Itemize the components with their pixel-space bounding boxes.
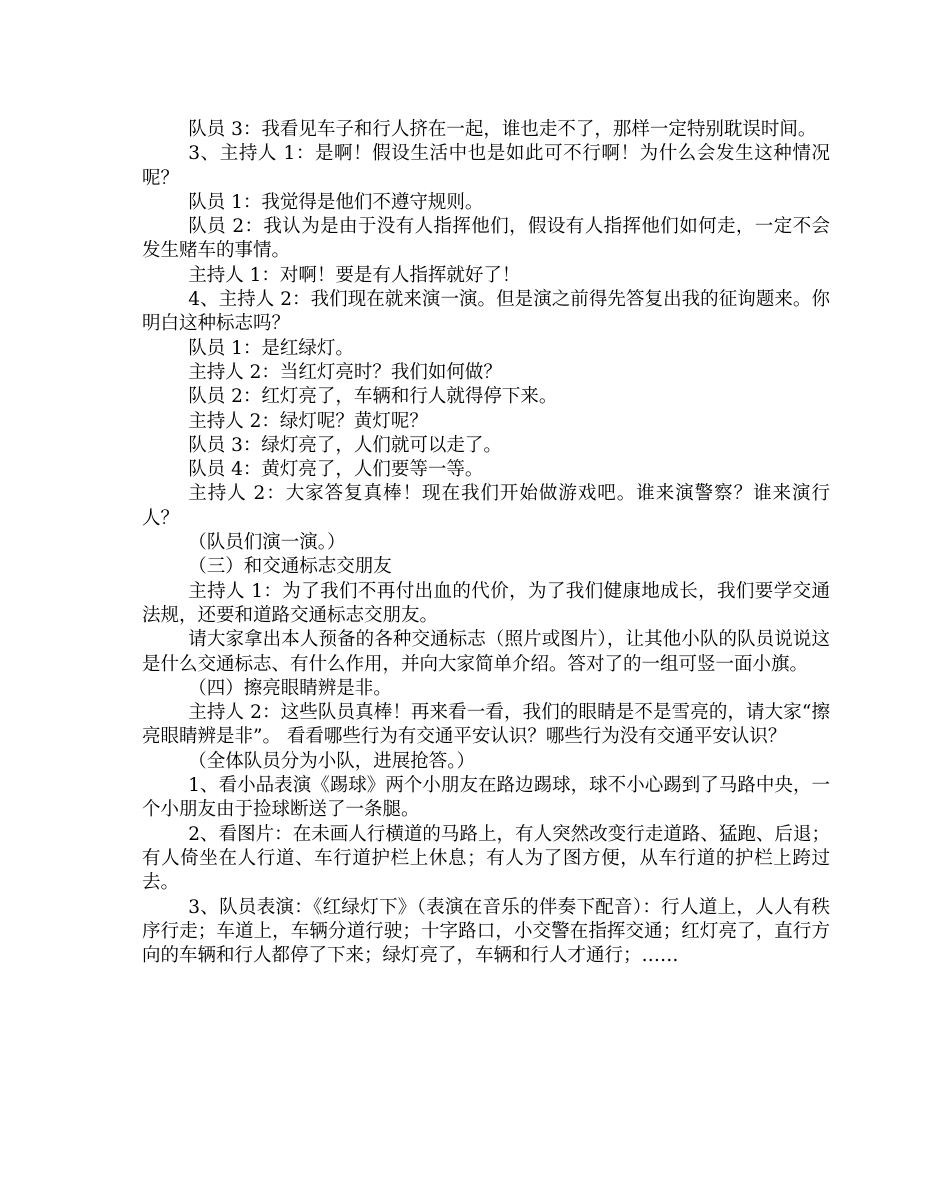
paragraph: 队员 3：我看见车子和行人挤在一起，谁也走不了，那样一定特别耽误时间。: [188, 119, 817, 140]
paragraph: （队员们演一演。）: [188, 532, 346, 554]
paragraph: （全体队员分为小队，进展抢答。）: [188, 750, 476, 772]
paragraph: 主持人 2：这些队员真棒！再来看一看，我们的眼睛是不是雪亮的，请大家“擦亮眼睛辨是非”。 看看哪些行为有交通平安认识？哪些行为没有交通平安认识？: [142, 702, 830, 748]
paragraph: 1、看小品表演《踢球》两个小朋友在路边踢球，球不小心踢到了马路中央，一个小朋友由于捡球断送了一条腿。: [142, 775, 830, 821]
paragraph: 4、主持人 2：我们现在就来演一演。但是演之前得先答复出我的征询题来。你明白这种标志吗？: [142, 289, 830, 335]
paragraph: 主持人 1：为了我们不再付出血的代价，为了我们健康地成长，我们要学交通法规，还要和道路交通标志交朋友。: [142, 580, 830, 626]
paragraph: 3、主持人 1：是啊！假设生活中也是如此可不行啊！为什么会发生这种情况呢？: [142, 143, 830, 189]
paragraph: 请大家拿出本人预备的各种交通标志（照片或图片），让其他小队的队员说说这是什么交通标志、有什么作用，并向大家简单介绍。答对了的一组可竖一面小旗。: [142, 629, 830, 675]
paragraph: 队员 4：黄灯亮了，人们要等一等。: [188, 459, 484, 481]
paragraph: 2、看图片：在未画人行横道的马路上，有人突然改变行走道路、猛跑、后退；有人倚坐在人行道、车行道护栏上休息；有人为了图方便，从车行道的护栏上跨过去。: [142, 823, 830, 894]
paragraph: 队员 2：我认为是由于没有人指挥他们，假设有人指挥他们如何走，一定不会发生赌车的事情。: [142, 216, 830, 262]
paragraph: 主持人 2：绿灯呢？黄灯呢？: [188, 410, 428, 432]
paragraph: 3、队员表演：《红绿灯下》（表演在音乐的伴奏下配音）：行人道上，人人有秩序行走；车道上，车辆分道行驶；十字路口，小交警在指挥交通；红灯亮了，直行方向的车辆和行人都停了下来；绿灯亮了，车辆和行人才通行；……: [142, 896, 830, 967]
paragraph: 主持人 2：当红灯亮时？我们如何做？: [188, 361, 502, 383]
paragraph: 主持人 1：对啊！要是有人指挥就好了！: [188, 264, 521, 286]
paragraph: 主持人 2：大家答复真棒！现在我们开始做游戏吧。谁来演警察？谁来演行人？: [142, 483, 830, 529]
document-page: [142, 118, 830, 968]
paragraph: 队员 1：是红绿灯。: [188, 337, 354, 359]
paragraph: 队员 3：绿灯亮了，人们就可以走了。: [188, 434, 502, 456]
paragraph: 队员 1：我觉得是他们不遵守规则。: [188, 191, 484, 213]
section-heading: （四）擦亮眼睛辨是非。: [188, 677, 392, 699]
section-heading: （三）和交通标志交朋友: [188, 556, 392, 578]
paragraph: 队员 2：红灯亮了，车辆和行人就得停下来。: [188, 386, 558, 408]
